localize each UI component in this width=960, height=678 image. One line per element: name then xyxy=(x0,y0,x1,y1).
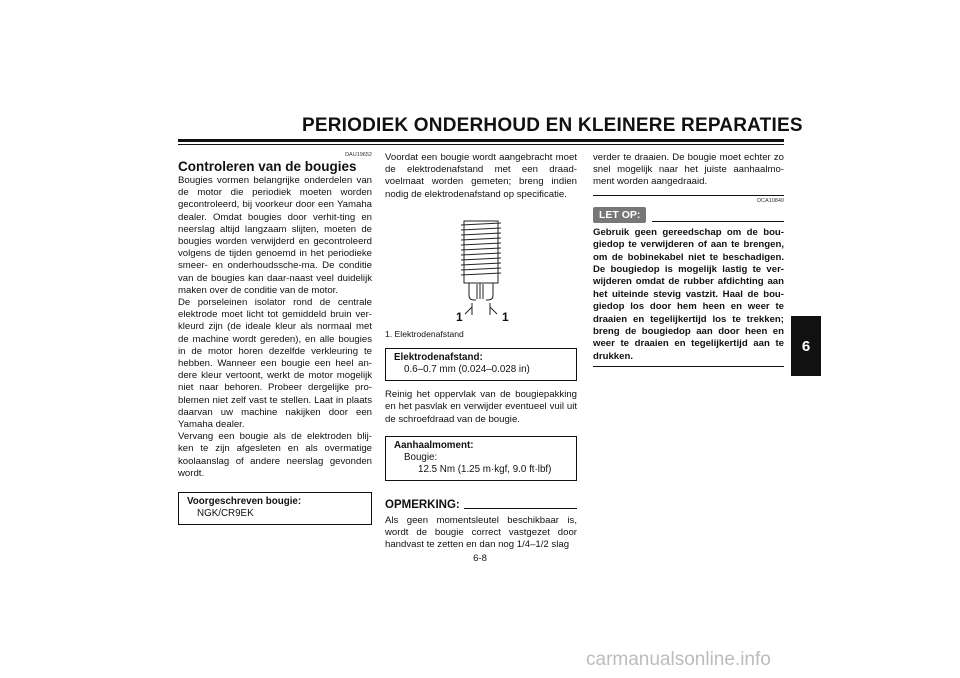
note-label: OPMERKING: xyxy=(385,499,460,512)
torque-spec-box xyxy=(385,436,577,482)
spark-plug-figure xyxy=(385,203,577,323)
header-rule-thin xyxy=(178,144,784,145)
spec-label: Voorgeschreven bougie: xyxy=(187,496,302,508)
electrode-gap-spec-box xyxy=(385,348,577,381)
spark-plug-illustration xyxy=(385,203,577,323)
torque-item: Bougie: xyxy=(404,452,438,464)
note-paragraph: Als geen momentsleutel beschikbaar is, wordt de bougie correct vastgezet door handvast te zetten en dan nog 1/4–1/2 slag xyxy=(385,514,577,551)
body-paragraph: Reinig het oppervlak van de bougiepakking en het pasvlak en verwijder eventueel vuil uit de schroefdraad van de bougie. xyxy=(385,389,577,425)
chapter-tab: 6 xyxy=(791,316,821,376)
section-ref-code: DAU19652 xyxy=(345,152,372,158)
caution-end-rule xyxy=(593,366,784,367)
divider-rule xyxy=(593,195,784,196)
caution-heading xyxy=(593,207,784,223)
body-paragraph: Voordat een bougie wordt aangebracht moet de elektrodenafstand met een draad-voelmaat worden gemeten; breng indien nodig de elektrodenafstand op specificatie. xyxy=(385,152,577,200)
note-rule xyxy=(464,508,577,509)
gap-spec-value: 0.6–0.7 mm (0.024–0.028 in) xyxy=(404,364,530,376)
spark-plug-spec-box xyxy=(178,492,372,525)
body-paragraph: De porseleinen isolator rond de centrale elektrode moet licht tot gemiddeld bruin ver-kleurd zijn (de ideale kleur als normaal met de machine wordt gereden), en alle bougies in de motor horen dezelfde verkleuring te hebben. Wanneer een bougie een heel an-dere kleur vertoont, werkt de motor mogelijk niet naar behoren. Probeer dergelijke pro-blemen niet zelf vast te stellen. Laat in plaats daarvan uw machine nakijken door een Yamaha dealer. xyxy=(178,297,372,431)
caution-badge: LET OP: xyxy=(593,207,646,223)
column-1 xyxy=(178,152,372,525)
body-paragraph: Bougies vormen belangrijke onderdelen van de motor die periodiek moeten worden gecontroleerd, bij voorkeur door een Yamaha dealer. Omdat bougies door verhit-ting en neerslag altijd langzaam slijten, moeten de bougies worden verwijderd en gecontroleerd volgens de tijden genoemd in het periodieke smeer- en onderhoudssche-ma. De conditie van de bougies kan daar-naast veel duidelijk maken over de conditie van de motor. xyxy=(178,175,372,296)
gap-spec-label: Elektrodenafstand: xyxy=(394,351,483,363)
spec-value: NGK/CR9EK xyxy=(197,508,254,520)
gap-label-left: 1 xyxy=(456,309,463,323)
body-paragraph: Vervang een bougie als de elektroden blij-ken te zijn afgesleten en als overmatige koolaanslag of andere neerslag gevonden wordt. xyxy=(178,431,372,479)
watermark-text: carmanualsonline.info xyxy=(586,649,771,670)
torque-value: 12.5 Nm (1.25 m·kgf, 9.0 ft·lbf) xyxy=(418,464,552,476)
column-3 xyxy=(593,152,784,367)
figure-caption: 1. Elektrodenafstand xyxy=(385,328,464,339)
caution-paragraph: Gebruik geen gereedschap om de bou-giedop te verwijderen of aan te brengen, om de bobinekabel niet te beschadigen. De bougiedop is mogelijk lastig te ver-wijderen omdat de rubber afdichting aan het uiteinde stevig vastzit. Haal de bou-giedop los door hem heen en weer te draaien en tegelijkertijd los te trekken; breng de bougiedop aan door heen en weer te draaien en tegelijkertijd aan te drukken. xyxy=(593,226,784,362)
column-2 xyxy=(385,152,577,551)
caution-ref-code: DCA10840 xyxy=(757,197,784,204)
page-number: 6-8 xyxy=(473,553,487,564)
torque-label: Aanhaalmoment: xyxy=(394,439,474,451)
body-paragraph: verder te draaien. De bougie moet echter zo snel mogelijk naar het juiste aanhaalmo-ment worden aangedraaid. xyxy=(593,152,784,188)
gap-label-right: 1 xyxy=(502,309,509,323)
header-rule-thick xyxy=(178,139,784,142)
note-heading xyxy=(385,499,577,511)
caution-rule xyxy=(652,221,784,222)
section-title: Controleren van de bougies xyxy=(178,159,357,174)
page-header-title: PERIODIEK ONDERHOUD EN KLEINERE REPARATIES xyxy=(302,115,803,136)
